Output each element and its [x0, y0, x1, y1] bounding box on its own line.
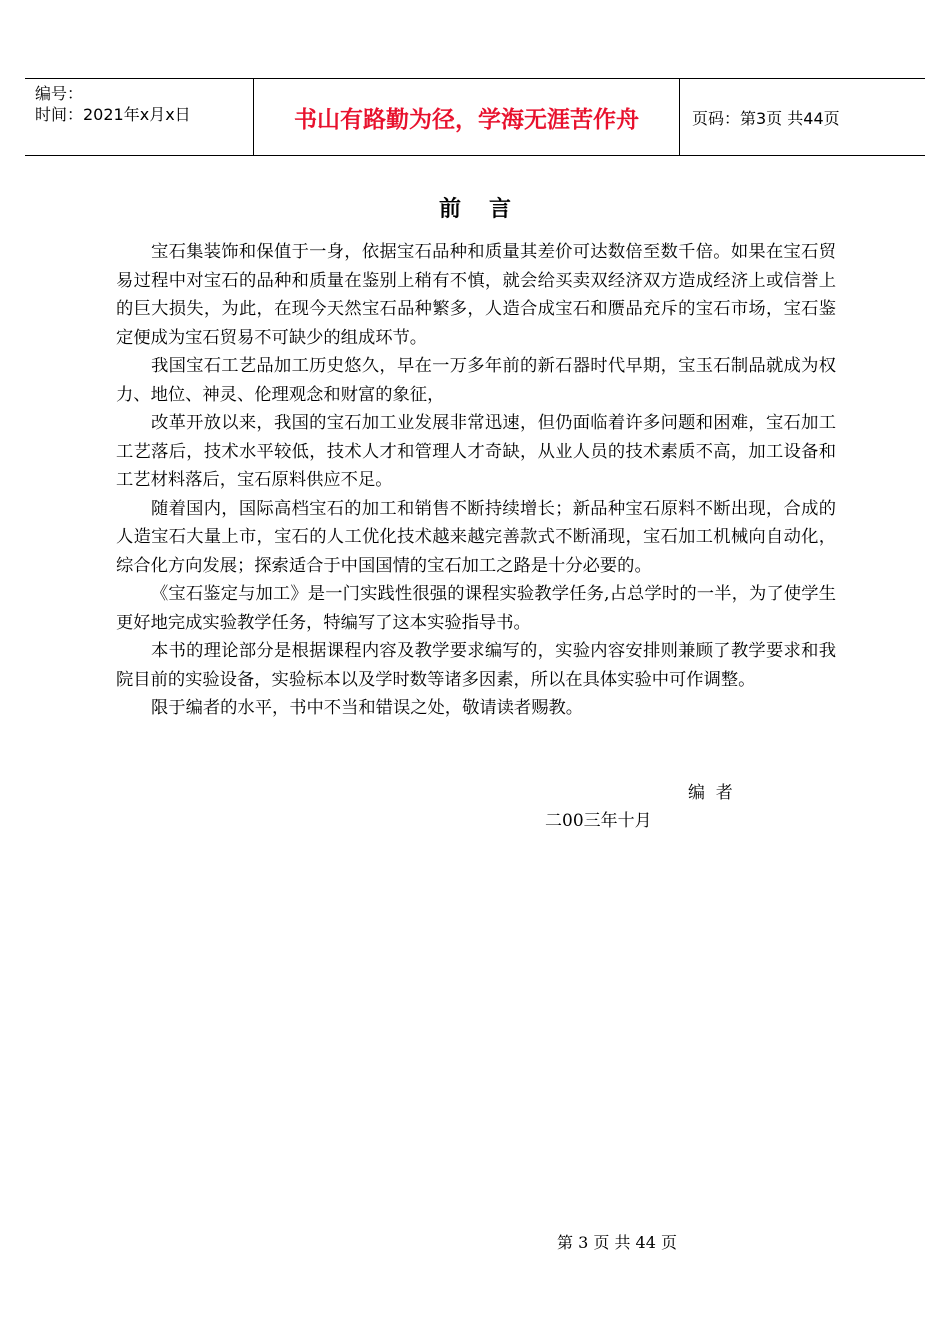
paragraph: 我国宝石工艺品加工历史悠久，早在一万多年前的新石器时代早期，宝玉石制品就成为权力、地位、神灵、伦理观念和财富的象征， [116, 356, 836, 405]
preface-body [116, 238, 836, 723]
motto-text: 书山有路勤为径，学海无涯苦作舟 [294, 106, 639, 133]
paragraph: 改革开放以来，我国的宝石加工业发展非常迅速，但仍面临着许多问题和困难，宝石加工工艺落后，技术水平较低，技术人才和管理人才奇缺，从业人员的技术素质不高，加工设备和工艺材料落后，宝石原料供应不足。 [116, 413, 836, 490]
paragraph: 《宝石鉴定与加工》是一门实践性很强的课程实验教学任务,占总学时的一半，为了使学生更好地完成实验教学任务，特编写了这本实验指导书。 [116, 584, 836, 633]
header-page-code-cell [680, 79, 925, 155]
author-signature: 编 者 [688, 783, 733, 803]
signature-date: 二00三年十月 [545, 811, 652, 831]
paragraph: 随着国内，国际高档宝石的加工和销售不断持续增长；新品种宝石原料不断出现，合成的人造宝石大量上市，宝石的人工优化技术越来越完善款式不断涌现，宝石加工机械向自动化，综合化方向发展；探索适合于中国国情的宝石加工之路是十分必要的。 [116, 498, 836, 576]
page-code: 页码：第3页 共44页 [692, 108, 840, 128]
page-header [25, 78, 925, 156]
header-motto-cell [254, 79, 680, 155]
paragraph: 限于编者的水平，书中不当和错误之处，敬请读者赐教。 [151, 698, 584, 718]
number-label: 编号： [35, 84, 84, 103]
document-title: 前言 [438, 196, 539, 222]
page-footer: 第 3 页 共 44 页 [557, 1233, 677, 1252]
paragraph: 本书的理论部分是根据课程内容及教学要求编写的，实验内容安排则兼顾了教学要求和我院目前的实验设备，实验标本以及学时数等诸多因素，所以在具体实验中可作调整。 [116, 641, 836, 690]
header-meta [25, 79, 254, 155]
time-label: 时间：2021年x月x日 [35, 105, 191, 124]
paragraph: 宝石集装饰和保值于一身，依据宝石品种和质量其差价可达数倍至数千倍。如果在宝石贸易过程中对宝石的品种和质量在鉴别上稍有不慎，就会给买卖双经济双方造成经济上或信誉上的巨大损失，为此，在现今天然宝石品种繁多，人造合成宝石和赝品充斥的宝石市场，宝石鉴定便成为宝石贸易不可缺少的组成环节。 [116, 242, 836, 348]
